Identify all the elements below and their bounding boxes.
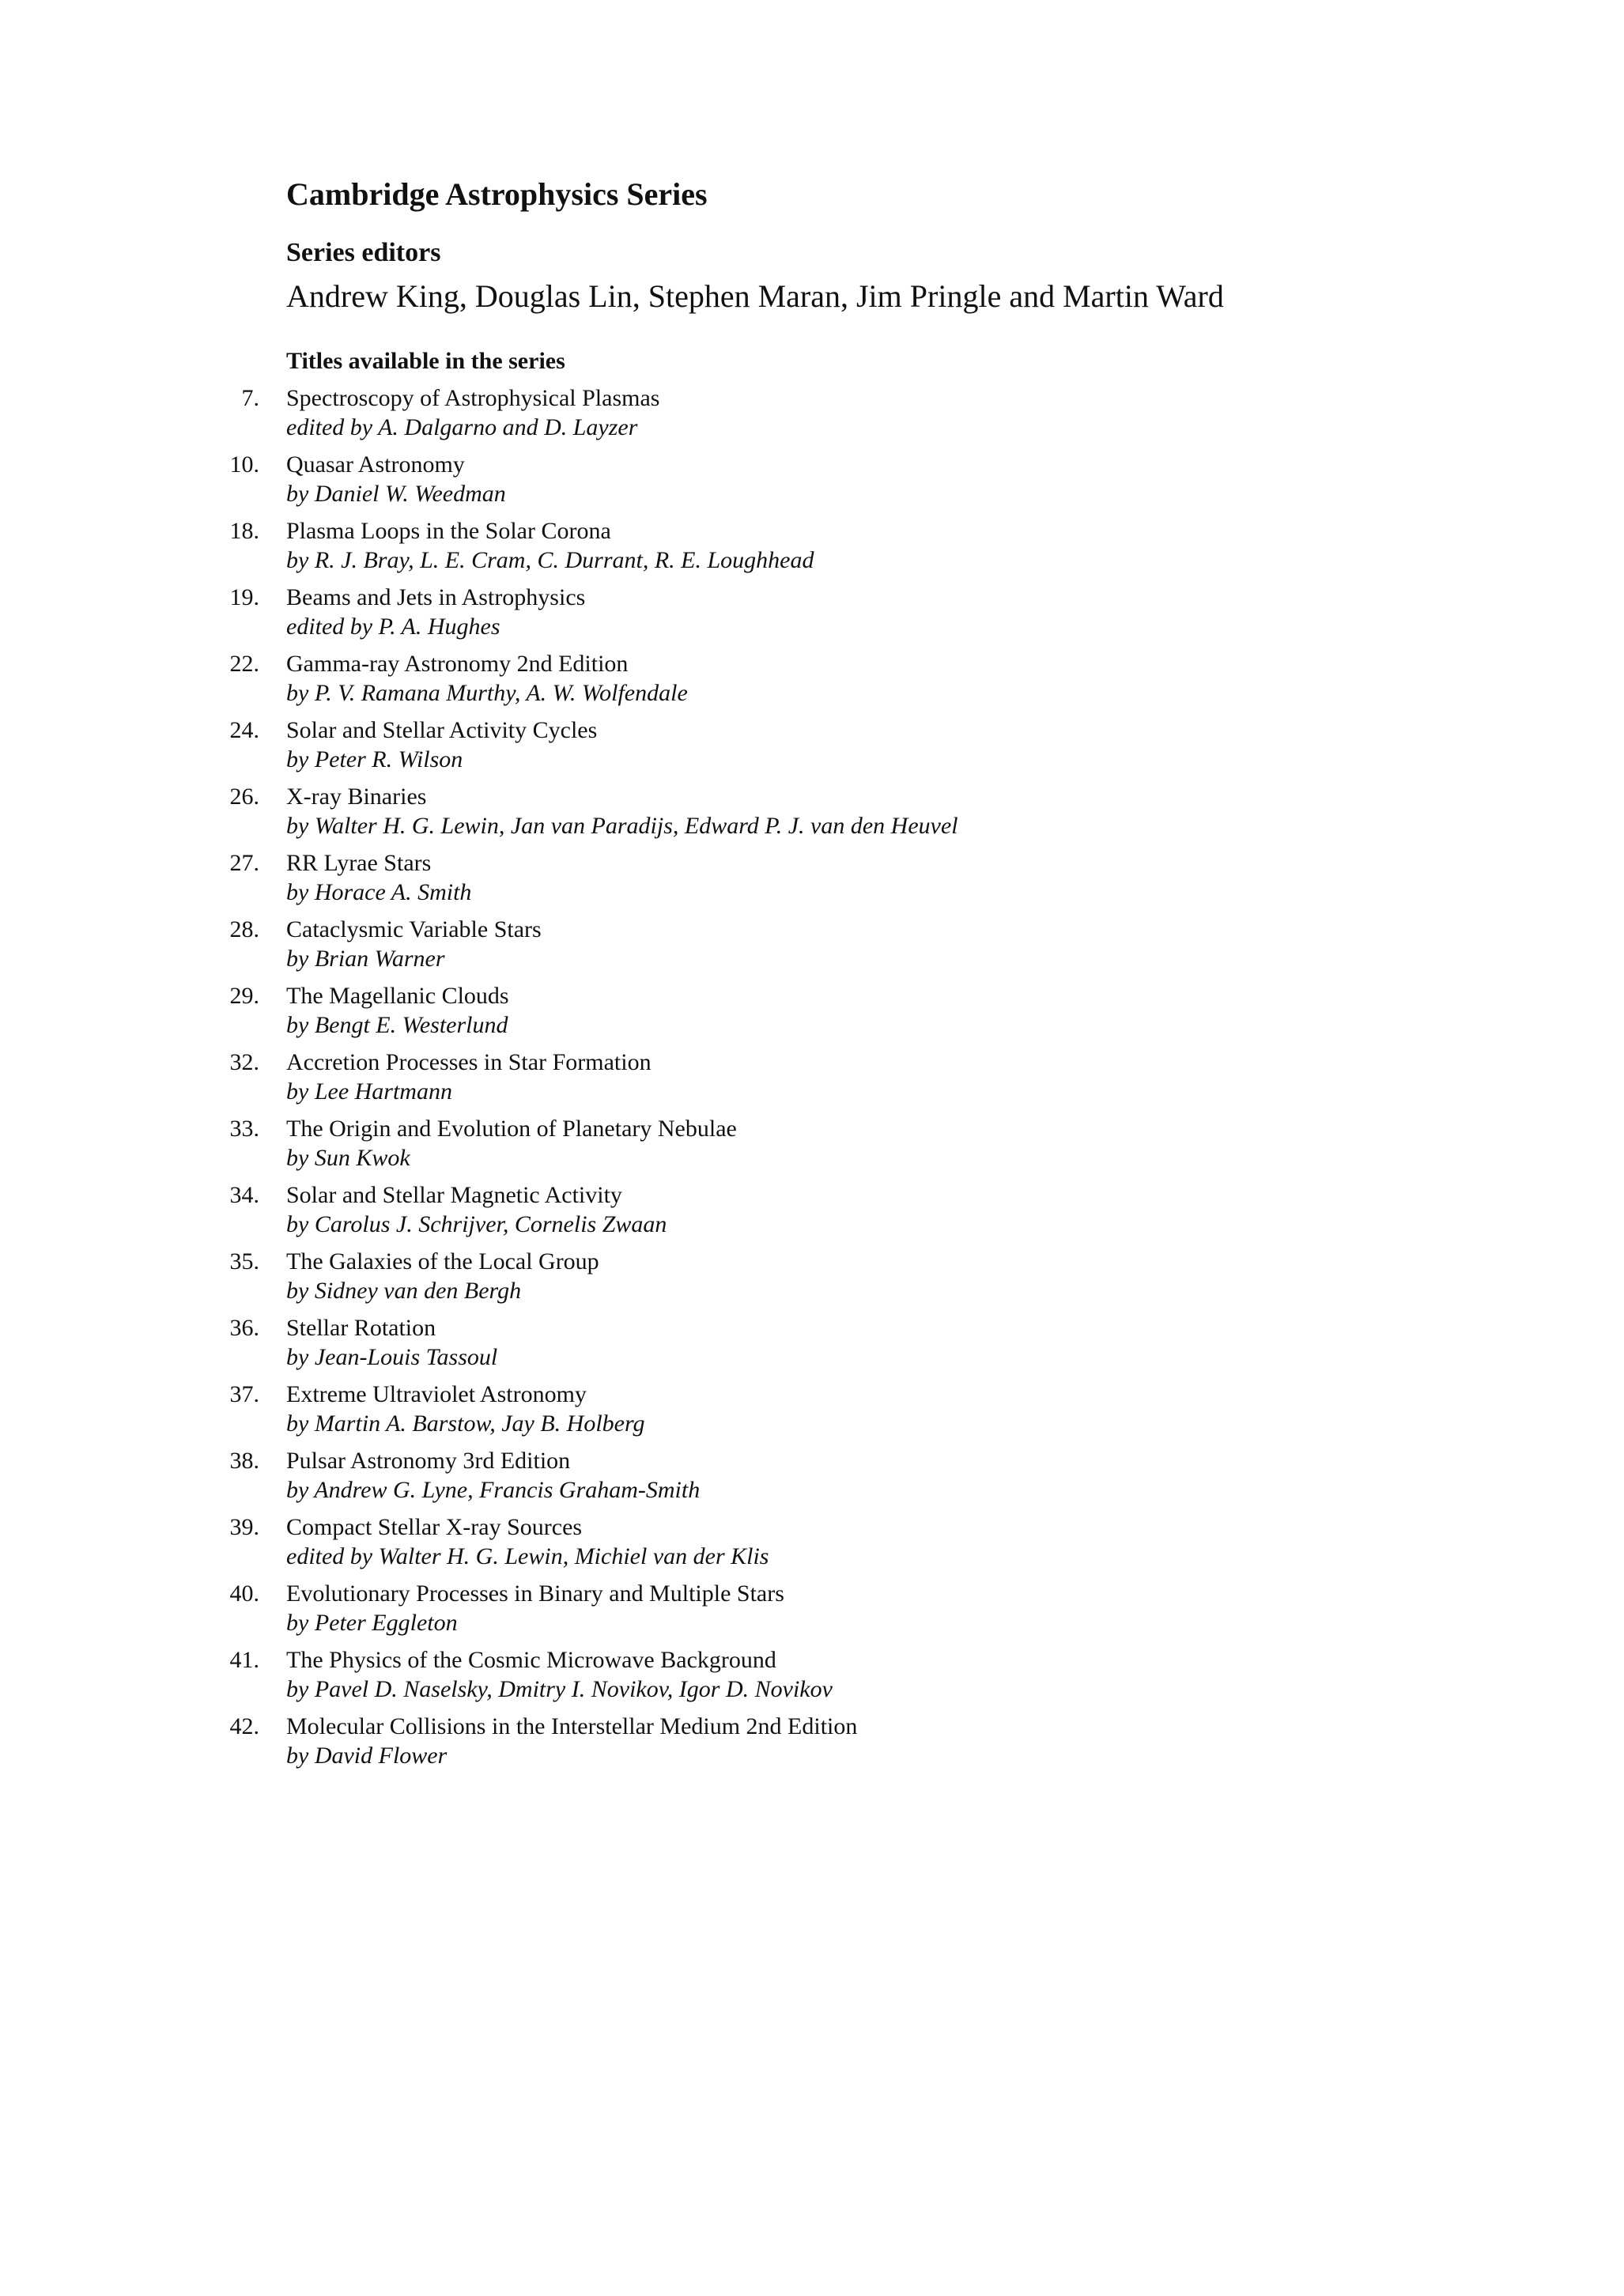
entry-title: Solar and Stellar Magnetic Activity — [286, 1182, 622, 1208]
entry-title: The Physics of the Cosmic Microwave Background — [286, 1647, 776, 1673]
list-item — [0, 1313, 1624, 1380]
entry-title: Quasar Astronomy — [286, 451, 465, 478]
list-item — [0, 848, 1624, 915]
entry-number: 26. — [229, 784, 259, 810]
list-item — [0, 1048, 1624, 1114]
entry-number: 34. — [229, 1182, 259, 1208]
entry-number: 18. — [229, 518, 259, 544]
entry-author: edited by P. A. Hughes — [286, 614, 500, 640]
entry-author: by Peter Eggleton — [286, 1610, 458, 1636]
list-item — [0, 1380, 1624, 1446]
list-item — [0, 583, 1624, 649]
entry-title: Molecular Collisions in the Interstellar Medium 2nd Edition — [286, 1713, 858, 1739]
entry-number: 42. — [229, 1713, 259, 1739]
entry-author: by Pavel D. Naselsky, Dmitry I. Novikov, Igor D. Novikov — [286, 1676, 833, 1702]
list-item — [0, 1579, 1624, 1645]
entry-title: Pulsar Astronomy 3rd Edition — [286, 1448, 571, 1474]
entry-author: by Carolus J. Schrijver, Cornelis Zwaan — [286, 1211, 667, 1237]
entry-number: 7. — [241, 385, 259, 411]
titles-list — [0, 383, 1624, 1778]
list-item — [0, 1446, 1624, 1512]
entry-number: 33. — [229, 1116, 259, 1142]
entry-title: RR Lyrae Stars — [286, 850, 432, 876]
entry-author: by Jean-Louis Tassoul — [286, 1344, 498, 1370]
entry-title: Accretion Processes in Star Formation — [286, 1049, 651, 1075]
list-item — [0, 1512, 1624, 1579]
list-item — [0, 1180, 1624, 1247]
editors-names: Andrew King, Douglas Lin, Stephen Maran, Jim Pringle and Martin Ward — [286, 278, 1224, 314]
entry-title: Stellar Rotation — [286, 1315, 436, 1341]
list-item — [0, 516, 1624, 583]
entry-number: 38. — [229, 1448, 259, 1474]
entry-number: 36. — [229, 1315, 259, 1341]
list-item — [0, 649, 1624, 716]
entry-author: edited by A. Dalgarno and D. Layzer — [286, 414, 638, 440]
entry-author: by P. V. Ramana Murthy, A. W. Wolfendale — [286, 680, 688, 706]
list-item — [0, 716, 1624, 782]
entry-number: 37. — [229, 1381, 259, 1407]
entry-title: Extreme Ultraviolet Astronomy — [286, 1381, 587, 1407]
entry-title: X-ray Binaries — [286, 784, 427, 810]
entry-number: 27. — [229, 850, 259, 876]
entry-title: Spectroscopy of Astrophysical Plasmas — [286, 385, 660, 411]
entry-number: 10. — [229, 451, 259, 478]
entry-number: 24. — [229, 717, 259, 743]
entry-number: 35. — [229, 1248, 259, 1275]
entry-author: by Lee Hartmann — [286, 1078, 452, 1105]
list-item — [0, 981, 1624, 1048]
entry-author: by David Flower — [286, 1743, 448, 1769]
entry-title: Solar and Stellar Activity Cycles — [286, 717, 598, 743]
entry-title: Beams and Jets in Astrophysics — [286, 584, 586, 610]
entry-author: by Peter R. Wilson — [286, 746, 463, 772]
list-item — [0, 1712, 1624, 1778]
entry-author: by Walter H. G. Lewin, Jan van Paradijs, Edward P. J. van den Heuvel — [286, 813, 958, 839]
entry-title: Compact Stellar X-ray Sources — [286, 1514, 583, 1540]
entry-author: by Bengt E. Westerlund — [286, 1012, 508, 1038]
list-item — [0, 383, 1624, 450]
entry-author: by Horace A. Smith — [286, 879, 472, 905]
entry-title: Gamma-ray Astronomy 2nd Edition — [286, 651, 629, 677]
entry-number: 41. — [229, 1647, 259, 1673]
entry-number: 28. — [229, 916, 259, 942]
series-title: Cambridge Astrophysics Series — [286, 176, 708, 212]
entry-author: by Sidney van den Bergh — [286, 1278, 522, 1304]
entry-author: by Martin A. Barstow, Jay B. Holberg — [286, 1410, 645, 1437]
entry-number: 39. — [229, 1514, 259, 1540]
list-item — [0, 1114, 1624, 1180]
entry-number: 40. — [229, 1580, 259, 1607]
entry-title: Evolutionary Processes in Binary and Multiple Stars — [286, 1580, 784, 1607]
titles-heading: Titles available in the series — [286, 348, 565, 374]
entry-title: The Galaxies of the Local Group — [286, 1248, 599, 1275]
entry-author: edited by Walter H. G. Lewin, Michiel van der Klis — [286, 1543, 769, 1569]
entry-author: by Daniel W. Weedman — [286, 481, 506, 507]
list-item — [0, 1645, 1624, 1712]
list-item — [0, 915, 1624, 981]
entry-author: by R. J. Bray, L. E. Cram, C. Durrant, R. E. Loughhead — [286, 547, 814, 573]
entry-number: 22. — [229, 651, 259, 677]
entry-title: The Origin and Evolution of Planetary Nebulae — [286, 1116, 737, 1142]
editors-heading: Series editors — [286, 238, 441, 267]
entry-author: by Brian Warner — [286, 946, 445, 972]
entry-title: Plasma Loops in the Solar Corona — [286, 518, 611, 544]
entry-number: 32. — [229, 1049, 259, 1075]
list-item — [0, 782, 1624, 848]
entry-author: by Sun Kwok — [286, 1145, 410, 1171]
entry-title: Cataclysmic Variable Stars — [286, 916, 542, 942]
entry-title: The Magellanic Clouds — [286, 983, 509, 1009]
entry-number: 19. — [229, 584, 259, 610]
list-item — [0, 450, 1624, 516]
entry-author: by Andrew G. Lyne, Francis Graham-Smith — [286, 1477, 701, 1503]
entry-number: 29. — [229, 983, 259, 1009]
list-item — [0, 1247, 1624, 1313]
